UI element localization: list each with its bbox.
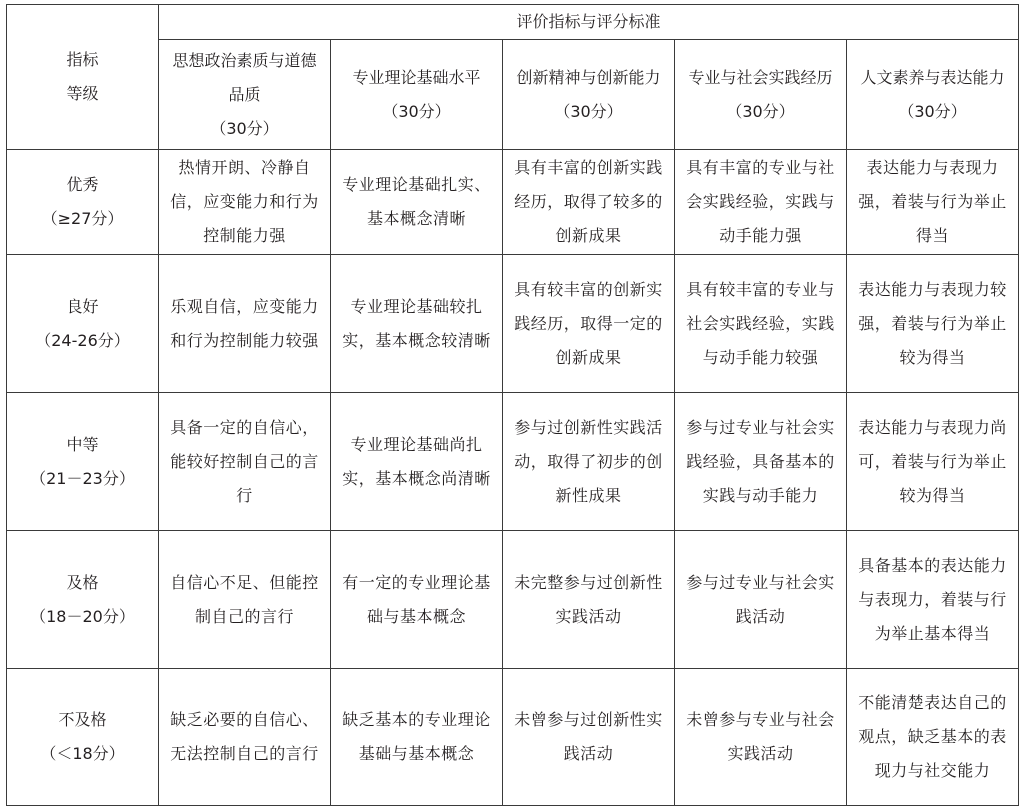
dimension-title: 思想政治素质与道德品质 xyxy=(172,50,317,104)
level-name: 优秀 xyxy=(66,175,99,194)
dimension-header xyxy=(675,40,847,150)
level-name: 良好 xyxy=(66,296,99,316)
criteria-cell: 自信心不足、但能控制自己的言行 xyxy=(159,531,331,669)
table-row xyxy=(7,150,1019,255)
level-range: （＜18分） xyxy=(40,744,125,763)
criteria-cell: 参与过创新性实践活动，取得了初步的创新性成果 xyxy=(503,393,675,531)
corner-header-line1: 指标 xyxy=(66,50,99,69)
criteria-cell: 具有较丰富的专业与社会实践经验，实践与动手能力较强 xyxy=(675,255,847,393)
criteria-cell: 表达能力与表现力强，着装与行为举止得当 xyxy=(847,150,1019,255)
table-row xyxy=(7,393,1019,531)
level-range: （≥27分） xyxy=(41,209,124,228)
dimension-title: 创新精神与创新能力 xyxy=(516,67,661,87)
criteria-cell: 表达能力与表现力尚可，着装与行为举止较为得当 xyxy=(847,393,1019,531)
table-row xyxy=(7,255,1019,393)
criteria-cell: 具有丰富的专业与社会实践经验，实践与动手能力强 xyxy=(675,150,847,255)
dimension-score: （30分） xyxy=(898,101,967,121)
criteria-cell: 缺乏必要的自信心、无法控制自己的言行 xyxy=(159,669,331,806)
level-name: 及格 xyxy=(66,572,99,592)
dimension-title: 专业与社会实践经历 xyxy=(688,67,833,87)
dimension-score: （30分） xyxy=(726,101,795,121)
level-cell xyxy=(7,531,159,669)
evaluation-criteria-table xyxy=(6,4,1019,806)
dimension-header xyxy=(503,40,675,150)
criteria-cell: 不能清楚表达自己的观点，缺乏基本的表现力与社交能力 xyxy=(847,669,1019,806)
level-range: （21－23分） xyxy=(30,468,135,488)
dimension-header xyxy=(331,40,503,150)
criteria-cell: 缺乏基本的专业理论基础与基本概念 xyxy=(331,669,503,806)
corner-header xyxy=(7,5,159,150)
criteria-cell: 未完整参与过创新性实践活动 xyxy=(503,531,675,669)
corner-header-line2: 等级 xyxy=(66,84,99,103)
criteria-cell: 参与过专业与社会实践活动 xyxy=(675,531,847,669)
criteria-cell: 参与过专业与社会实践经验，具备基本的实践与动手能力 xyxy=(675,393,847,531)
level-cell xyxy=(7,255,159,393)
dimension-header xyxy=(159,40,331,150)
criteria-cell: 未曾参与过创新性实践活动 xyxy=(503,669,675,806)
table-row xyxy=(7,531,1019,669)
criteria-cell: 具备一定的自信心，能较好控制自己的言行 xyxy=(159,393,331,531)
level-cell xyxy=(7,669,159,806)
level-range: （24-26分） xyxy=(35,330,130,350)
dimension-score: （30分） xyxy=(554,101,623,121)
table-row xyxy=(7,669,1019,806)
criteria-cell: 表达能力与表现力较强，着装与行为举止较为得当 xyxy=(847,255,1019,393)
criteria-cell: 具有丰富的创新实践经历，取得了较多的创新成果 xyxy=(503,150,675,255)
criteria-cell: 有一定的专业理论基础与基本概念 xyxy=(331,531,503,669)
dimension-title: 人文素养与表达能力 xyxy=(860,67,1005,87)
dimension-title: 专业理论基础水平 xyxy=(352,67,481,87)
group-header: 评价指标与评分标准 xyxy=(159,5,1019,40)
dimension-header xyxy=(847,40,1019,150)
criteria-cell: 专业理论基础尚扎实，基本概念尚清晰 xyxy=(331,393,503,531)
criteria-cell: 乐观自信，应变能力和行为控制能力较强 xyxy=(159,255,331,393)
criteria-cell: 具有较丰富的创新实践经历，取得一定的创新成果 xyxy=(503,255,675,393)
criteria-cell: 热情开朗、冷静自信，应变能力和行为控制能力强 xyxy=(159,150,331,255)
level-range: （18－20分） xyxy=(30,606,135,626)
criteria-cell: 专业理论基础较扎实，基本概念较清晰 xyxy=(331,255,503,393)
criteria-cell: 未曾参与专业与社会实践活动 xyxy=(675,669,847,806)
level-name: 中等 xyxy=(66,434,99,454)
criteria-cell: 专业理论基础扎实、基本概念清晰 xyxy=(331,150,503,255)
level-cell xyxy=(7,150,159,255)
dimension-score: （30分） xyxy=(382,101,451,121)
level-cell xyxy=(7,393,159,531)
dimension-score: （30分） xyxy=(210,118,279,138)
level-name: 不及格 xyxy=(58,710,107,729)
criteria-cell: 具备基本的表达能力与表现力，着装与行为举止基本得当 xyxy=(847,531,1019,669)
